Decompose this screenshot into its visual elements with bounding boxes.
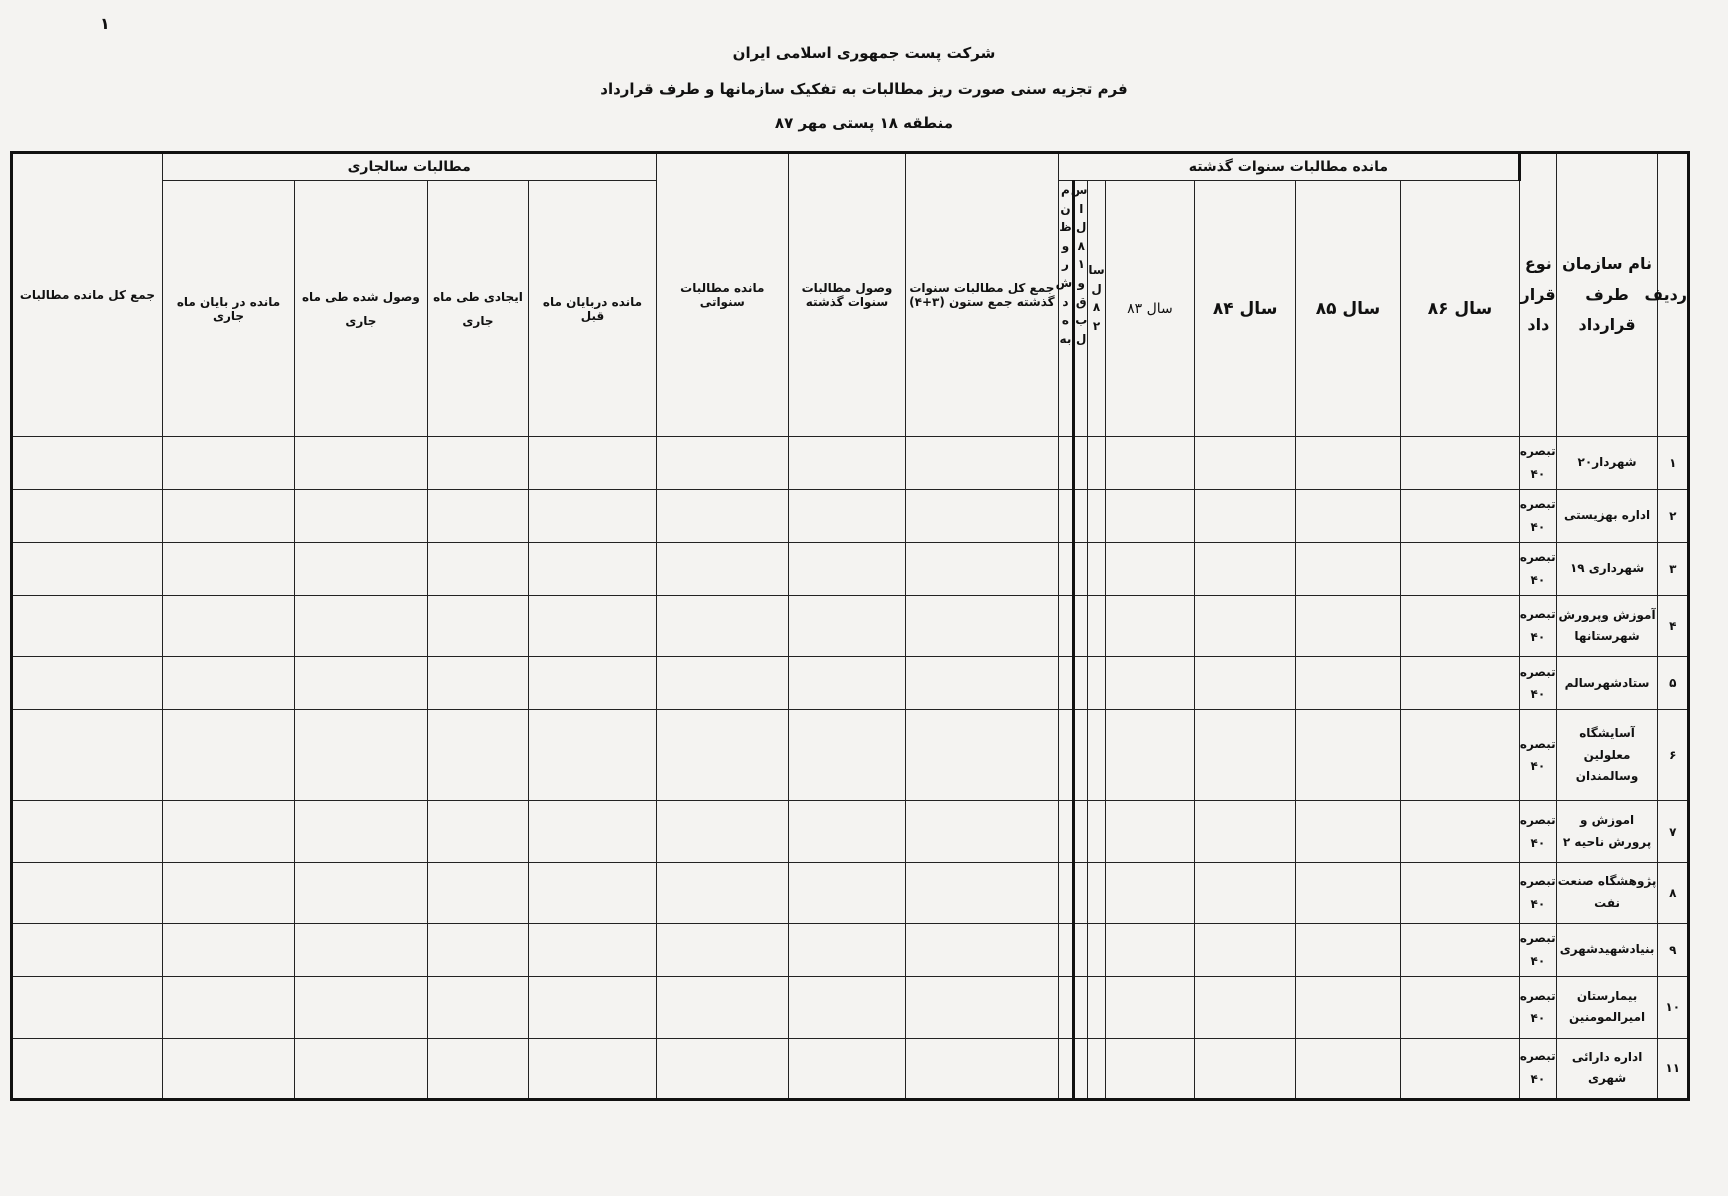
value-cell[interactable] <box>1400 924 1519 977</box>
region-date: منطقه ۱۸ پستی مهر ۸۷ <box>774 114 954 132</box>
value-cell[interactable] <box>656 489 788 542</box>
value-cell[interactable] <box>427 657 529 710</box>
value-cell[interactable] <box>1296 710 1401 801</box>
y81-char: ۸ <box>1077 238 1085 253</box>
value-cell[interactable] <box>1105 801 1195 862</box>
col-year-85-header: سال ۸۵ <box>1296 181 1401 437</box>
value-cell[interactable] <box>656 437 788 490</box>
value-cell[interactable] <box>1105 1038 1195 1099</box>
value-cell[interactable] <box>788 977 905 1038</box>
contract-type-label: تبصره <box>1519 736 1556 751</box>
value-cell[interactable] <box>1058 542 1073 595</box>
contract-type-number: ۴۰ <box>1530 1072 1546 1087</box>
doubt-char: ر <box>1061 257 1069 272</box>
table-row <box>12 657 1689 710</box>
col-year-84-header: سال ۸۴ <box>1195 181 1296 437</box>
value-cell[interactable] <box>1195 595 1296 656</box>
value-cell[interactable] <box>1296 657 1401 710</box>
value-cell[interactable] <box>1058 977 1073 1038</box>
table-row <box>12 1038 1689 1099</box>
value-cell[interactable] <box>12 1038 163 1099</box>
col-annual-remaining-header: مانده مطالبات سنواتی <box>656 153 788 437</box>
value-cell[interactable] <box>529 924 656 977</box>
value-cell[interactable] <box>788 595 905 656</box>
row-number: ۹ <box>1658 924 1689 977</box>
value-cell[interactable] <box>1088 542 1105 595</box>
value-cell[interactable] <box>427 862 529 923</box>
value-cell[interactable] <box>1195 657 1296 710</box>
doubt-char: ه <box>1061 313 1069 328</box>
value-cell[interactable] <box>529 489 656 542</box>
value-cell[interactable] <box>656 801 788 862</box>
value-cell[interactable] <box>1074 924 1088 977</box>
contract-type-number: ۴۰ <box>1530 835 1546 850</box>
year-82-chars <box>1088 181 1104 335</box>
doubt-char: ش <box>1055 275 1073 290</box>
value-cell[interactable] <box>12 801 163 862</box>
value-cell[interactable] <box>1074 710 1088 801</box>
value-cell[interactable] <box>906 862 1059 923</box>
value-cell[interactable] <box>12 657 163 710</box>
contract-type-label: تبصره <box>1519 550 1556 565</box>
current-year-group-header: مطالبات سالجاری <box>162 153 656 181</box>
value-cell[interactable] <box>529 1038 656 1099</box>
value-cell[interactable] <box>1400 437 1519 490</box>
row-number: ۱۱ <box>1658 1038 1689 1099</box>
value-cell[interactable] <box>1296 489 1401 542</box>
org-name: آموزش وپرورش شهرستانها <box>1556 595 1658 656</box>
contract-type-number: ۴۰ <box>1530 896 1546 911</box>
org-name: اداره دارائی شهری <box>1556 1038 1658 1099</box>
value-cell[interactable] <box>12 862 163 923</box>
value-cell[interactable] <box>1058 924 1073 977</box>
value-cell[interactable] <box>1088 924 1105 977</box>
value-cell[interactable] <box>1088 862 1105 923</box>
org-name: اموزش و پرورش ناحیه ۲ <box>1556 801 1658 862</box>
row-number: ۱ <box>1658 437 1689 490</box>
value-cell[interactable] <box>1058 657 1073 710</box>
y81-char: ب <box>1075 313 1088 328</box>
contract-type-label: تبصره <box>1519 607 1556 622</box>
doubt-char: م <box>1061 183 1070 197</box>
value-cell[interactable] <box>12 924 163 977</box>
value-cell[interactable] <box>1400 801 1519 862</box>
value-cell[interactable] <box>162 1038 294 1099</box>
value-cell[interactable] <box>1074 801 1088 862</box>
contract-type <box>1520 657 1557 710</box>
col-year-81-header <box>1070 181 1088 437</box>
value-cell[interactable] <box>906 595 1059 656</box>
value-cell[interactable] <box>162 977 294 1038</box>
value-cell[interactable] <box>427 710 529 801</box>
value-cell[interactable] <box>1105 489 1195 542</box>
value-cell[interactable] <box>656 542 788 595</box>
y81-char: و <box>1077 275 1085 290</box>
value-cell[interactable] <box>1195 710 1296 801</box>
contract-type <box>1520 710 1557 801</box>
table-row <box>12 862 1689 923</box>
value-cell[interactable] <box>1074 862 1088 923</box>
value-cell[interactable] <box>1400 542 1519 595</box>
y81-char: ۱ <box>1077 257 1085 272</box>
contract-type-label: تبصره <box>1519 444 1556 459</box>
value-cell[interactable] <box>1296 924 1401 977</box>
table-row <box>12 710 1689 801</box>
y82-char: ۲ <box>1092 318 1101 333</box>
contract-type-number: ۴۰ <box>1530 759 1546 774</box>
value-cell[interactable] <box>1400 489 1519 542</box>
col-cur-collected-header: وصول شده طی ماه جاری <box>295 181 427 437</box>
value-cell[interactable] <box>1058 595 1073 656</box>
contract-type-label: تبصره <box>1519 812 1556 827</box>
value-cell[interactable] <box>1058 1038 1073 1099</box>
contract-type-label: تبصره <box>1519 497 1556 512</box>
value-cell[interactable] <box>295 542 427 595</box>
value-cell[interactable] <box>1195 489 1296 542</box>
value-cell[interactable] <box>1105 977 1195 1038</box>
org-name: شهردار۲۰ <box>1556 437 1658 490</box>
col-year-83-header: سال ۸۳ <box>1105 181 1195 437</box>
value-cell[interactable] <box>656 977 788 1038</box>
value-cell[interactable] <box>529 801 656 862</box>
value-cell[interactable] <box>1074 542 1088 595</box>
value-cell[interactable] <box>1105 710 1195 801</box>
value-cell[interactable] <box>1296 542 1401 595</box>
value-cell[interactable] <box>1195 437 1296 490</box>
value-cell[interactable] <box>1400 1038 1519 1099</box>
contract-type-label: تبصره <box>1519 931 1556 946</box>
y81-char: ا <box>1079 201 1084 216</box>
value-cell[interactable] <box>1296 437 1401 490</box>
value-cell[interactable] <box>529 710 656 801</box>
value-cell[interactable] <box>1088 489 1105 542</box>
doubt-char: ظ <box>1059 220 1072 235</box>
value-cell[interactable] <box>1105 657 1195 710</box>
value-cell[interactable] <box>1088 657 1105 710</box>
company-title: شرکت پست جمهوری اسلامی ایران <box>732 44 996 62</box>
value-cell[interactable] <box>162 595 294 656</box>
contract-type <box>1520 595 1557 656</box>
org-name: ستادشهرسالم <box>1556 657 1658 710</box>
contract-type <box>1520 489 1557 542</box>
value-cell[interactable] <box>427 437 529 490</box>
contract-type-label: تبصره <box>1519 664 1556 679</box>
y81-char: ل <box>1076 220 1087 235</box>
value-cell[interactable] <box>906 437 1059 490</box>
value-cell[interactable] <box>1088 977 1105 1038</box>
value-cell[interactable] <box>162 657 294 710</box>
col-row-header: ردیف <box>1658 153 1689 437</box>
value-cell[interactable] <box>12 595 163 656</box>
y81-char: س <box>1070 183 1088 197</box>
page-number: ۱ <box>100 14 110 33</box>
col-org-header: نام سازمان طرف قرارداد <box>1556 153 1658 437</box>
value-cell[interactable] <box>1074 657 1088 710</box>
value-cell[interactable] <box>1400 862 1519 923</box>
row-number: ۵ <box>1658 657 1689 710</box>
value-cell[interactable] <box>1195 542 1296 595</box>
value-cell[interactable] <box>1296 862 1401 923</box>
contract-type-label: تبصره <box>1519 874 1556 889</box>
value-cell[interactable] <box>1058 710 1073 801</box>
row-number: ۸ <box>1658 862 1689 923</box>
org-name: پژوهشگاه صنعت نفت <box>1556 862 1658 923</box>
value-cell[interactable] <box>162 924 294 977</box>
col-grand-total-header: جمع کل مانده مطالبات <box>12 153 163 437</box>
value-cell[interactable] <box>1400 977 1519 1038</box>
contract-type <box>1520 801 1557 862</box>
row-number: ۱۰ <box>1658 977 1689 1038</box>
value-cell[interactable] <box>529 595 656 656</box>
contract-type-number: ۴۰ <box>1530 466 1546 481</box>
value-cell[interactable] <box>295 924 427 977</box>
value-cell[interactable] <box>1195 1038 1296 1099</box>
org-name: شهرداری ۱۹ <box>1556 542 1658 595</box>
table-row <box>12 437 1689 490</box>
value-cell[interactable] <box>295 801 427 862</box>
y82-char: سا <box>1088 263 1105 277</box>
value-cell[interactable] <box>656 595 788 656</box>
y81-char: ق <box>1075 294 1087 309</box>
value-cell[interactable] <box>295 437 427 490</box>
contract-type-number: ۴۰ <box>1530 954 1546 969</box>
row-number: ۴ <box>1658 595 1689 656</box>
doubt-char: ن <box>1060 201 1071 216</box>
doubt-char: و <box>1061 238 1070 253</box>
value-cell[interactable] <box>1074 977 1088 1038</box>
value-cell[interactable] <box>1296 977 1401 1038</box>
value-cell[interactable] <box>788 437 905 490</box>
table-row <box>12 542 1689 595</box>
value-cell[interactable] <box>1195 862 1296 923</box>
value-cell[interactable] <box>906 801 1059 862</box>
value-cell[interactable] <box>1296 595 1401 656</box>
value-cell[interactable] <box>1058 489 1073 542</box>
value-cell[interactable] <box>162 801 294 862</box>
value-cell[interactable] <box>656 657 788 710</box>
table-row <box>12 489 1689 542</box>
value-cell[interactable] <box>427 924 529 977</box>
org-name: بنیادشهیدشهری <box>1556 924 1658 977</box>
year-81-chars <box>1070 181 1088 348</box>
value-cell[interactable] <box>1074 489 1088 542</box>
org-name: آسایشگاه معلولین وسالمندان <box>1556 710 1658 801</box>
value-cell[interactable] <box>529 437 656 490</box>
value-cell[interactable] <box>1105 595 1195 656</box>
value-cell[interactable] <box>906 1038 1059 1099</box>
col-cur-end-month-header: مانده در بایان ماه جاری <box>162 181 294 437</box>
contract-type-number: ۴۰ <box>1530 1011 1546 1026</box>
col-year-86-header: سال ۸۶ <box>1400 181 1519 437</box>
value-cell[interactable] <box>1400 710 1519 801</box>
value-cell[interactable] <box>162 489 294 542</box>
value-cell[interactable] <box>906 710 1059 801</box>
value-cell[interactable] <box>1195 977 1296 1038</box>
value-cell[interactable] <box>1074 437 1088 490</box>
value-cell[interactable] <box>906 924 1059 977</box>
col-cur-created-header: ایجادی طی ماه جاری <box>427 181 529 437</box>
value-cell[interactable] <box>295 657 427 710</box>
value-cell[interactable] <box>788 924 905 977</box>
table-row <box>12 924 1689 977</box>
table-row <box>12 801 1689 862</box>
value-cell[interactable] <box>788 862 905 923</box>
contract-type <box>1520 1038 1557 1099</box>
value-cell[interactable] <box>1105 924 1195 977</box>
receivables-table <box>10 151 1690 1101</box>
value-cell[interactable] <box>1105 542 1195 595</box>
doubt-char: د <box>1062 294 1069 309</box>
org-name: بیمارستان امیرالمومنین <box>1556 977 1658 1038</box>
table-row <box>12 977 1689 1038</box>
contract-type <box>1520 924 1557 977</box>
value-cell[interactable] <box>1088 595 1105 656</box>
doubt-char: به <box>1059 331 1072 346</box>
value-cell[interactable] <box>906 977 1059 1038</box>
value-cell[interactable] <box>12 710 163 801</box>
value-cell[interactable] <box>529 657 656 710</box>
value-cell[interactable] <box>1074 595 1088 656</box>
row-number: ۷ <box>1658 801 1689 862</box>
value-cell[interactable] <box>656 1038 788 1099</box>
y82-char: ل <box>1091 281 1102 296</box>
form-title: فرم تجزیه سنی صورت ریز مطالبات به تفکیک سازمانها و طرف قرارداد <box>600 80 1128 98</box>
contract-type-number: ۴۰ <box>1530 687 1546 702</box>
prev-years-group-header: مانده مطالبات سنوات گذشته <box>1058 153 1519 181</box>
col-contract-type-header: نوع قرار داد <box>1520 153 1557 437</box>
row-number: ۶ <box>1658 710 1689 801</box>
contract-type <box>1520 977 1557 1038</box>
value-cell[interactable] <box>295 1038 427 1099</box>
value-cell[interactable] <box>427 801 529 862</box>
value-cell[interactable] <box>427 595 529 656</box>
value-cell[interactable] <box>12 489 163 542</box>
value-cell[interactable] <box>1105 862 1195 923</box>
value-cell[interactable] <box>906 542 1059 595</box>
value-cell[interactable] <box>1296 1038 1401 1099</box>
contract-type-label: تبصره <box>1519 988 1556 1003</box>
value-cell[interactable] <box>1400 657 1519 710</box>
value-cell[interactable] <box>295 595 427 656</box>
value-cell[interactable] <box>12 977 163 1038</box>
value-cell[interactable] <box>788 657 905 710</box>
value-cell[interactable] <box>1074 1038 1088 1099</box>
value-cell[interactable] <box>1296 801 1401 862</box>
value-cell[interactable] <box>788 710 905 801</box>
value-cell[interactable] <box>1058 801 1073 862</box>
value-cell[interactable] <box>788 489 905 542</box>
contract-type <box>1520 542 1557 595</box>
value-cell[interactable] <box>1195 924 1296 977</box>
contract-type-number: ۴۰ <box>1530 572 1546 587</box>
value-cell[interactable] <box>656 710 788 801</box>
value-cell[interactable] <box>656 924 788 977</box>
table-row <box>12 595 1689 656</box>
value-cell[interactable] <box>656 862 788 923</box>
value-cell[interactable] <box>529 977 656 1038</box>
table-body <box>12 437 1689 1100</box>
contract-type-label: تبصره <box>1519 1049 1556 1064</box>
contract-type <box>1520 862 1557 923</box>
value-cell[interactable] <box>906 489 1059 542</box>
value-cell[interactable] <box>162 710 294 801</box>
value-cell[interactable] <box>295 710 427 801</box>
col-year-82-header <box>1088 181 1105 437</box>
value-cell[interactable] <box>788 1038 905 1099</box>
row-number: ۳ <box>1658 542 1689 595</box>
col-doubtful-header <box>1055 181 1073 437</box>
col-prev-collected-header: وصول مطالبات سنوات گذشته <box>788 153 905 437</box>
value-cell[interactable] <box>1058 862 1073 923</box>
col-prev-total-header: جمع کل مطالبات سنوات گذشته جمع ستون (۳+۴) <box>906 153 1059 437</box>
contract-type <box>1520 437 1557 490</box>
value-cell[interactable] <box>162 542 294 595</box>
value-cell[interactable] <box>529 862 656 923</box>
y82-char: ۸ <box>1092 300 1101 315</box>
value-cell[interactable] <box>12 542 163 595</box>
doubtful-chars <box>1055 181 1073 348</box>
value-cell[interactable] <box>1088 710 1105 801</box>
value-cell[interactable] <box>1088 801 1105 862</box>
row-number: ۲ <box>1658 489 1689 542</box>
value-cell[interactable] <box>427 489 529 542</box>
contract-type-number: ۴۰ <box>1530 630 1546 645</box>
value-cell[interactable] <box>427 542 529 595</box>
value-cell[interactable] <box>788 801 905 862</box>
value-cell[interactable] <box>295 977 427 1038</box>
value-cell[interactable] <box>1195 801 1296 862</box>
value-cell[interactable] <box>427 1038 529 1099</box>
value-cell[interactable] <box>1058 437 1073 490</box>
value-cell[interactable] <box>529 542 656 595</box>
y81-char: ل <box>1076 331 1087 346</box>
value-cell[interactable] <box>1088 437 1105 490</box>
value-cell[interactable] <box>788 542 905 595</box>
value-cell[interactable] <box>162 862 294 923</box>
value-cell[interactable] <box>1400 595 1519 656</box>
value-cell[interactable] <box>906 657 1059 710</box>
value-cell[interactable] <box>12 437 163 490</box>
value-cell[interactable] <box>162 437 294 490</box>
org-name: اداره بهزیستی <box>1556 489 1658 542</box>
value-cell[interactable] <box>295 862 427 923</box>
col-cur-prev-month-header: مانده دربایان ماه قبل <box>529 181 656 437</box>
contract-type-number: ۴۰ <box>1530 519 1546 534</box>
value-cell[interactable] <box>1105 437 1195 490</box>
value-cell[interactable] <box>295 489 427 542</box>
value-cell[interactable] <box>1088 1038 1105 1099</box>
value-cell[interactable] <box>427 977 529 1038</box>
